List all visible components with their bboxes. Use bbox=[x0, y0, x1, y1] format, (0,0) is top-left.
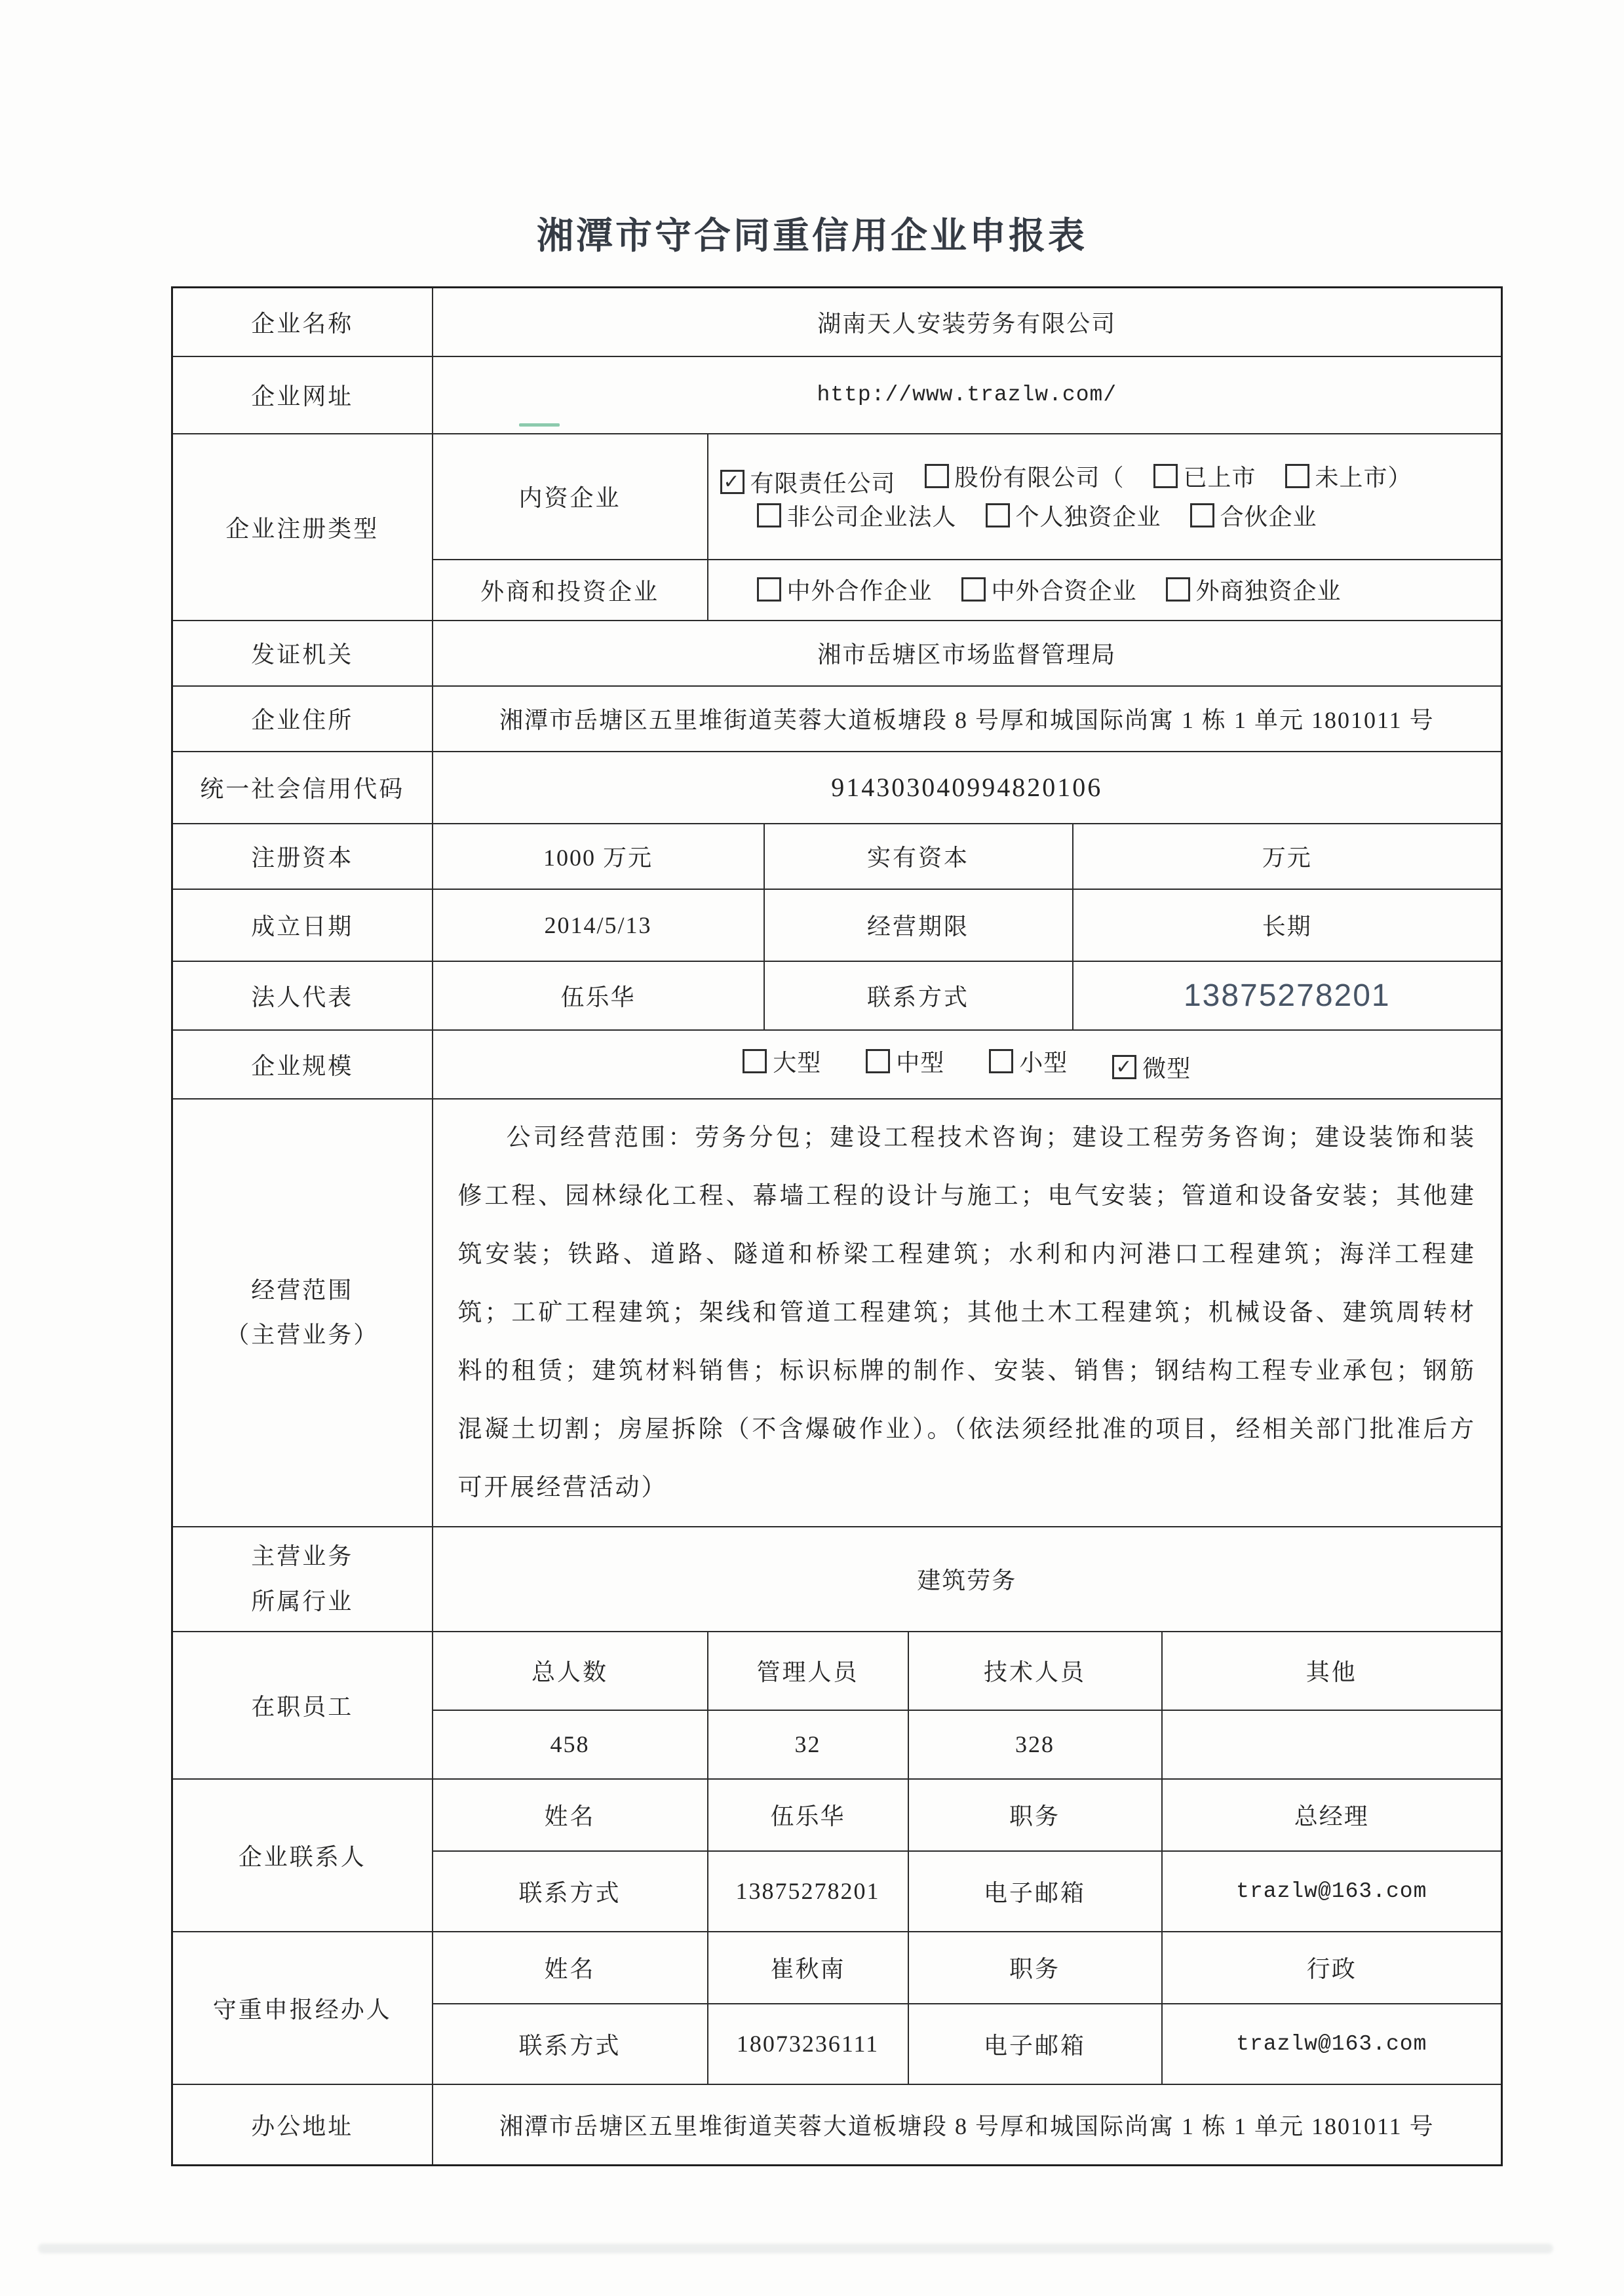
issuing-authority-label: 发证机关 bbox=[172, 621, 433, 686]
contact-title-value: 总经理 bbox=[1162, 1779, 1502, 1851]
office-address-value: 湘潭市岳塘区五里堆街道芙蓉大道板塘段 8 号厚和城国际尚寓 1 栋 1 单元 1801011 号 bbox=[433, 2084, 1502, 2166]
business-address-value: 湘潭市岳塘区五里堆街道芙蓉大道板塘段 8 号厚和城国际尚寓 1 栋 1 单元 1801011 号 bbox=[433, 686, 1502, 752]
handler-name-label: 姓名 bbox=[433, 1932, 708, 2004]
checkbox-icon bbox=[1166, 577, 1190, 602]
domestic-options-line1 bbox=[708, 459, 1501, 499]
business-term-value: 长期 bbox=[1073, 889, 1502, 961]
handler-phone-label: 联系方式 bbox=[433, 2004, 708, 2084]
contact-name-label: 姓名 bbox=[433, 1779, 708, 1851]
checkbox-option bbox=[961, 573, 1137, 606]
checkbox-icon bbox=[989, 1049, 1013, 1073]
business-scope-label-line1: 经营范围 bbox=[251, 1276, 354, 1303]
registration-type-label: 企业注册类型 bbox=[172, 434, 433, 621]
checkbox-option-label: 微型 bbox=[1142, 1056, 1191, 1082]
row-credit-code bbox=[172, 752, 1502, 824]
contact-name-value: 伍乐华 bbox=[708, 1779, 908, 1851]
contact-phone-value: 13875278201 bbox=[708, 1851, 908, 1932]
founding-date-label: 成立日期 bbox=[172, 889, 433, 961]
checkbox-checked-icon: ✓ bbox=[1112, 1055, 1136, 1079]
staff-header-technical: 技术人员 bbox=[908, 1632, 1162, 1710]
scan-artifact-bottom-band bbox=[38, 2244, 1553, 2253]
legal-representative-label: 法人代表 bbox=[172, 961, 433, 1030]
contact-title-label: 职务 bbox=[908, 1779, 1162, 1851]
contact-email-label: 电子邮箱 bbox=[908, 1851, 1162, 1932]
row-contact-name bbox=[172, 1779, 1502, 1851]
checkbox-option-label: 小型 bbox=[1019, 1049, 1068, 1076]
staff-total-value: 458 bbox=[433, 1710, 708, 1779]
business-scope-label bbox=[172, 1099, 433, 1527]
row-company-name bbox=[172, 288, 1502, 356]
business-term-label: 经营期限 bbox=[764, 889, 1073, 961]
checkbox-option bbox=[1285, 459, 1412, 493]
row-business-scope bbox=[172, 1099, 1502, 1527]
checkbox-option-label: 中外合作企业 bbox=[786, 577, 933, 604]
row-handler-name bbox=[172, 1932, 1502, 2004]
legal-rep-phone-value: 13875278201 bbox=[1073, 961, 1502, 1030]
industry-value: 建筑劳务 bbox=[433, 1527, 1502, 1632]
handler-label: 守重申报经办人 bbox=[172, 1932, 433, 2084]
checkbox-icon bbox=[757, 503, 781, 527]
enterprise-scale-label: 企业规模 bbox=[172, 1030, 433, 1099]
checkbox-option-label: 外商独资企业 bbox=[1195, 577, 1342, 604]
row-founding-date bbox=[172, 889, 1502, 961]
credit-code-label: 统一社会信用代码 bbox=[172, 752, 433, 824]
row-registration-type-domestic bbox=[172, 434, 1502, 560]
industry-label bbox=[172, 1527, 433, 1632]
founding-date-value: 2014/5/13 bbox=[433, 889, 764, 961]
checkbox-icon bbox=[961, 577, 986, 602]
staff-other-value bbox=[1162, 1710, 1502, 1779]
staff-header-management: 管理人员 bbox=[708, 1632, 908, 1710]
row-enterprise-scale bbox=[172, 1030, 1502, 1099]
foreign-enterprise-label: 外商和投资企业 bbox=[433, 560, 708, 621]
checkbox-icon bbox=[1190, 503, 1214, 527]
business-scope-cell bbox=[433, 1099, 1502, 1527]
checkbox-option-label: 股份有限公司（ bbox=[954, 464, 1125, 491]
checkbox-icon bbox=[1285, 464, 1309, 488]
contact-label: 企业联系人 bbox=[172, 1779, 433, 1932]
checkbox-option-label: 非公司企业法人 bbox=[786, 504, 957, 531]
enterprise-scale-options bbox=[433, 1030, 1502, 1099]
registered-capital-label: 注册资本 bbox=[172, 824, 433, 889]
domestic-enterprise-label: 内资企业 bbox=[433, 434, 708, 560]
paid-capital-value: 万元 bbox=[1073, 824, 1502, 889]
checkbox-option bbox=[925, 459, 1125, 493]
handler-title-value: 行政 bbox=[1162, 1932, 1502, 2004]
company-name-value: 湖南天人安装劳务有限公司 bbox=[433, 288, 1502, 356]
checkbox-icon bbox=[743, 1049, 767, 1073]
scale-options-line bbox=[433, 1044, 1501, 1084]
checkbox-option-label: 中型 bbox=[896, 1049, 945, 1076]
website-label: 企业网址 bbox=[172, 356, 433, 434]
checkbox-option-label: 未上市） bbox=[1315, 464, 1412, 491]
checkbox-option bbox=[720, 465, 896, 499]
registered-capital-value: 1000 万元 bbox=[433, 824, 764, 889]
checkbox-option-label: 中外合资企业 bbox=[991, 577, 1137, 604]
checkbox-icon bbox=[866, 1049, 890, 1073]
staff-label: 在职员工 bbox=[172, 1632, 433, 1779]
checkbox-option bbox=[989, 1044, 1068, 1078]
row-business-address bbox=[172, 686, 1502, 752]
domestic-options-line2 bbox=[708, 499, 1501, 533]
staff-header-total: 总人数 bbox=[433, 1632, 708, 1710]
handler-title-label: 职务 bbox=[908, 1932, 1162, 2004]
checkbox-option bbox=[1153, 459, 1256, 493]
checkbox-option-label: 大型 bbox=[773, 1049, 822, 1076]
row-industry bbox=[172, 1527, 1502, 1632]
office-address-label: 办公地址 bbox=[172, 2084, 433, 2166]
checkbox-option bbox=[1166, 573, 1342, 606]
website-value: http://www.trazlw.com/ bbox=[433, 356, 1502, 434]
legal-representative-value: 伍乐华 bbox=[433, 961, 764, 1030]
contact-email-value: trazlw@163.com bbox=[1162, 1851, 1502, 1932]
row-website bbox=[172, 356, 1502, 434]
handler-phone-value: 18073236111 bbox=[708, 2004, 908, 2084]
industry-label-line2: 所属行业 bbox=[251, 1588, 354, 1615]
staff-technical-value: 328 bbox=[908, 1710, 1162, 1779]
staff-header-other: 其他 bbox=[1162, 1632, 1502, 1710]
checkbox-option bbox=[1112, 1050, 1191, 1084]
form-title: 湘潭市守合同重信用企业申报表 bbox=[537, 215, 1087, 256]
checkbox-option bbox=[757, 573, 933, 606]
checkbox-option-label: 已上市 bbox=[1183, 464, 1256, 491]
foreign-enterprise-options bbox=[708, 560, 1502, 621]
business-scope-label-line2: （主营业务） bbox=[225, 1322, 379, 1348]
checkbox-option bbox=[986, 499, 1161, 532]
handler-email-label: 电子邮箱 bbox=[908, 2004, 1162, 2084]
credit-code-value: 914303040994820106 bbox=[433, 752, 1502, 824]
checkbox-option-label: 合伙企业 bbox=[1220, 504, 1317, 531]
staff-management-value: 32 bbox=[708, 1710, 908, 1779]
checkbox-option bbox=[743, 1044, 821, 1078]
row-legal-representative bbox=[172, 961, 1502, 1030]
business-address-label: 企业住所 bbox=[172, 686, 433, 752]
company-name-label: 企业名称 bbox=[172, 288, 433, 356]
paid-capital-label: 实有资本 bbox=[764, 824, 1073, 889]
scan-artifact-green-dash bbox=[519, 423, 560, 427]
contact-phone-label: 联系方式 bbox=[433, 1851, 708, 1932]
handler-name-value: 崔秋南 bbox=[708, 1932, 908, 2004]
domestic-enterprise-options bbox=[708, 434, 1502, 560]
checkbox-option bbox=[757, 499, 957, 532]
checkbox-icon bbox=[986, 503, 1010, 527]
row-issuing-authority bbox=[172, 621, 1502, 686]
row-staff-headers bbox=[172, 1632, 1502, 1710]
checkbox-option-label: 有限责任公司 bbox=[750, 470, 896, 497]
checkbox-icon bbox=[757, 577, 781, 602]
checkbox-checked-icon: ✓ bbox=[720, 470, 744, 494]
row-registered-capital bbox=[172, 824, 1502, 889]
checkbox-option-label: 个人独资企业 bbox=[1015, 504, 1161, 531]
checkbox-icon bbox=[925, 464, 949, 488]
checkbox-option bbox=[866, 1044, 944, 1078]
checkbox-option bbox=[1190, 499, 1317, 532]
application-form-table bbox=[171, 286, 1503, 2166]
checkbox-icon bbox=[1153, 464, 1178, 488]
foreign-options-line bbox=[708, 573, 1501, 607]
handler-email-value: trazlw@163.com bbox=[1162, 2004, 1502, 2084]
row-office-address bbox=[172, 2084, 1502, 2166]
issuing-authority-value: 湘市岳塘区市场监督管理局 bbox=[433, 621, 1502, 686]
industry-label-line1: 主营业务 bbox=[251, 1543, 354, 1570]
legal-rep-phone-label: 联系方式 bbox=[764, 961, 1073, 1030]
business-scope-text: 公司经营范围：劳务分包；建设工程技术咨询；建设工程劳务咨询；建设装饰和装修工程、园林绿化工程、幕墙工程的设计与施工；电气安装；管道和设备安装；其他建筑安装；铁路、道路、隧道和桥梁工程建筑；水利和内河港口工程建筑；海洋工程建筑；工矿工程建筑；架线和管道工程建筑；其他土木工程建筑；机械设备、建筑周转材料的租赁；建筑材料销售；标识标牌的制作、安装、销售；钢结构工程专业承包；钢筋混凝土切割；房屋拆除（不含爆破作业）。（依法须经批准的项目，经相关部门批准后方可开展经营活动） bbox=[457, 1124, 1477, 1501]
